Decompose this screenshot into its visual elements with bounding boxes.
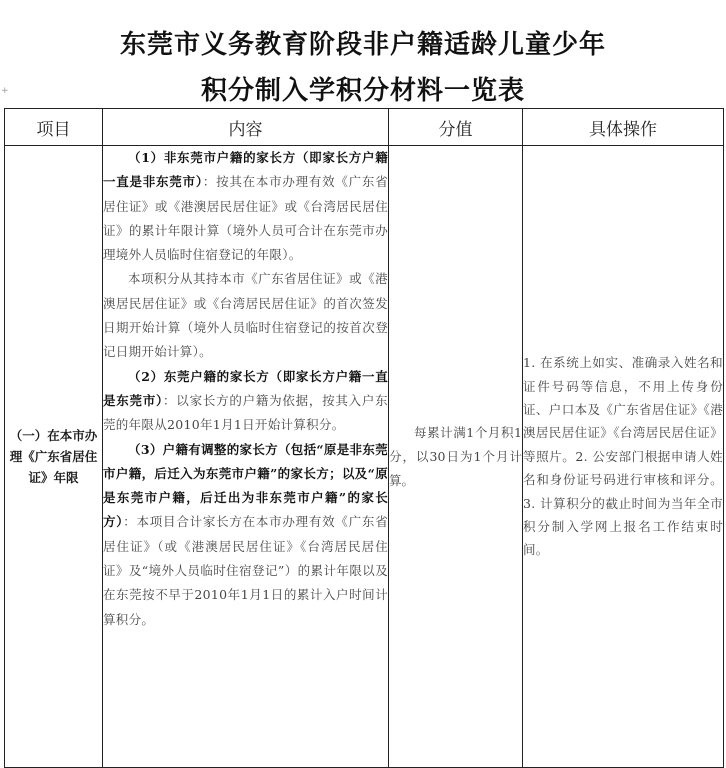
content-paragraph-1 [103,146,388,267]
header-score: 分值 [389,109,523,146]
content-paragraph-4-heading: （3）户籍有调整的家长方（包括“原是非东莞市户籍，后迁入为东莞市户籍”的家长方；以及“原是东莞市户籍，后迁出为非东莞市户籍”的家长方） [103,441,388,530]
content-paragraph-2-text: 本项积分从其持本市《广东省居住证》或《港澳居民居住证》或《台湾居民居住证》的首次签发日期开始计算（境外人员临时住宿登记的按首次登记日期开始计算）。 [103,271,388,360]
table-header-row [5,109,724,146]
table-row [5,146,724,768]
content-paragraph-1-heading: （1）非东莞市户籍的家长方（即家长方户籍一直是非东莞市） [103,150,388,190]
header-operation: 具体操作 [523,109,724,146]
operation-cell: 1. 在系统上如实、准确录入姓名和证件号码等信息，不用上传身份证、户口本及《广东省居住证》《港澳居民居住证》《台湾居民居住证》等照片。2. 公安部门根据申请人姓名和身份证号码进行审核和评分。3. 计算积分的截止时间为当年全市积分制入学网上报名工作结束时间。 [523,146,724,768]
header-content: 内容 [103,109,389,146]
page-title-line-2: 积分制入学积分材料一览表 [200,76,525,106]
content-paragraph-4 [103,438,388,632]
score-cell: 每累计满1个月积1分，以30日为1个月计算。 [389,146,523,768]
content-paragraph-3 [103,365,388,438]
content-paragraph-3-heading: （2）东莞户籍的家长方（即家长方户籍一直是东莞市） [103,368,388,408]
score-material-table [4,108,724,768]
content-cell [103,146,389,768]
content-paragraph-1-text: ：按其在本市办理有效《广东省居住证》或《港澳居民居住证》或《台湾居民居住证》的累计年限计算（境外人员可合计在东莞市办理境外人员临时住宿登记的年限）。 [103,174,388,263]
page-title-line-1: 东莞市义务教育阶段非户籍适龄儿童少年 [119,30,606,60]
header-item: 项目 [5,109,103,146]
margin-marker: + [1,86,9,96]
item-cell: （一）在本市办理《广东省居住证》年限 [5,146,103,768]
content-paragraph-2 [103,267,388,364]
content-paragraph-4-text: ：本项目合计家长方在本市办理有效《广东省居住证》（或《港澳居民居住证》《台湾居民居住证》及“境外人员临时住宿登记”）的累计年限以及在东莞按不早于2010年1月1日的累计入户时间计算积分。 [103,514,388,627]
content-paragraph-3-text: ：以家长方的户籍为依据，按其入户东莞的年限从2010年1月1日开始计算积分。 [103,392,388,433]
